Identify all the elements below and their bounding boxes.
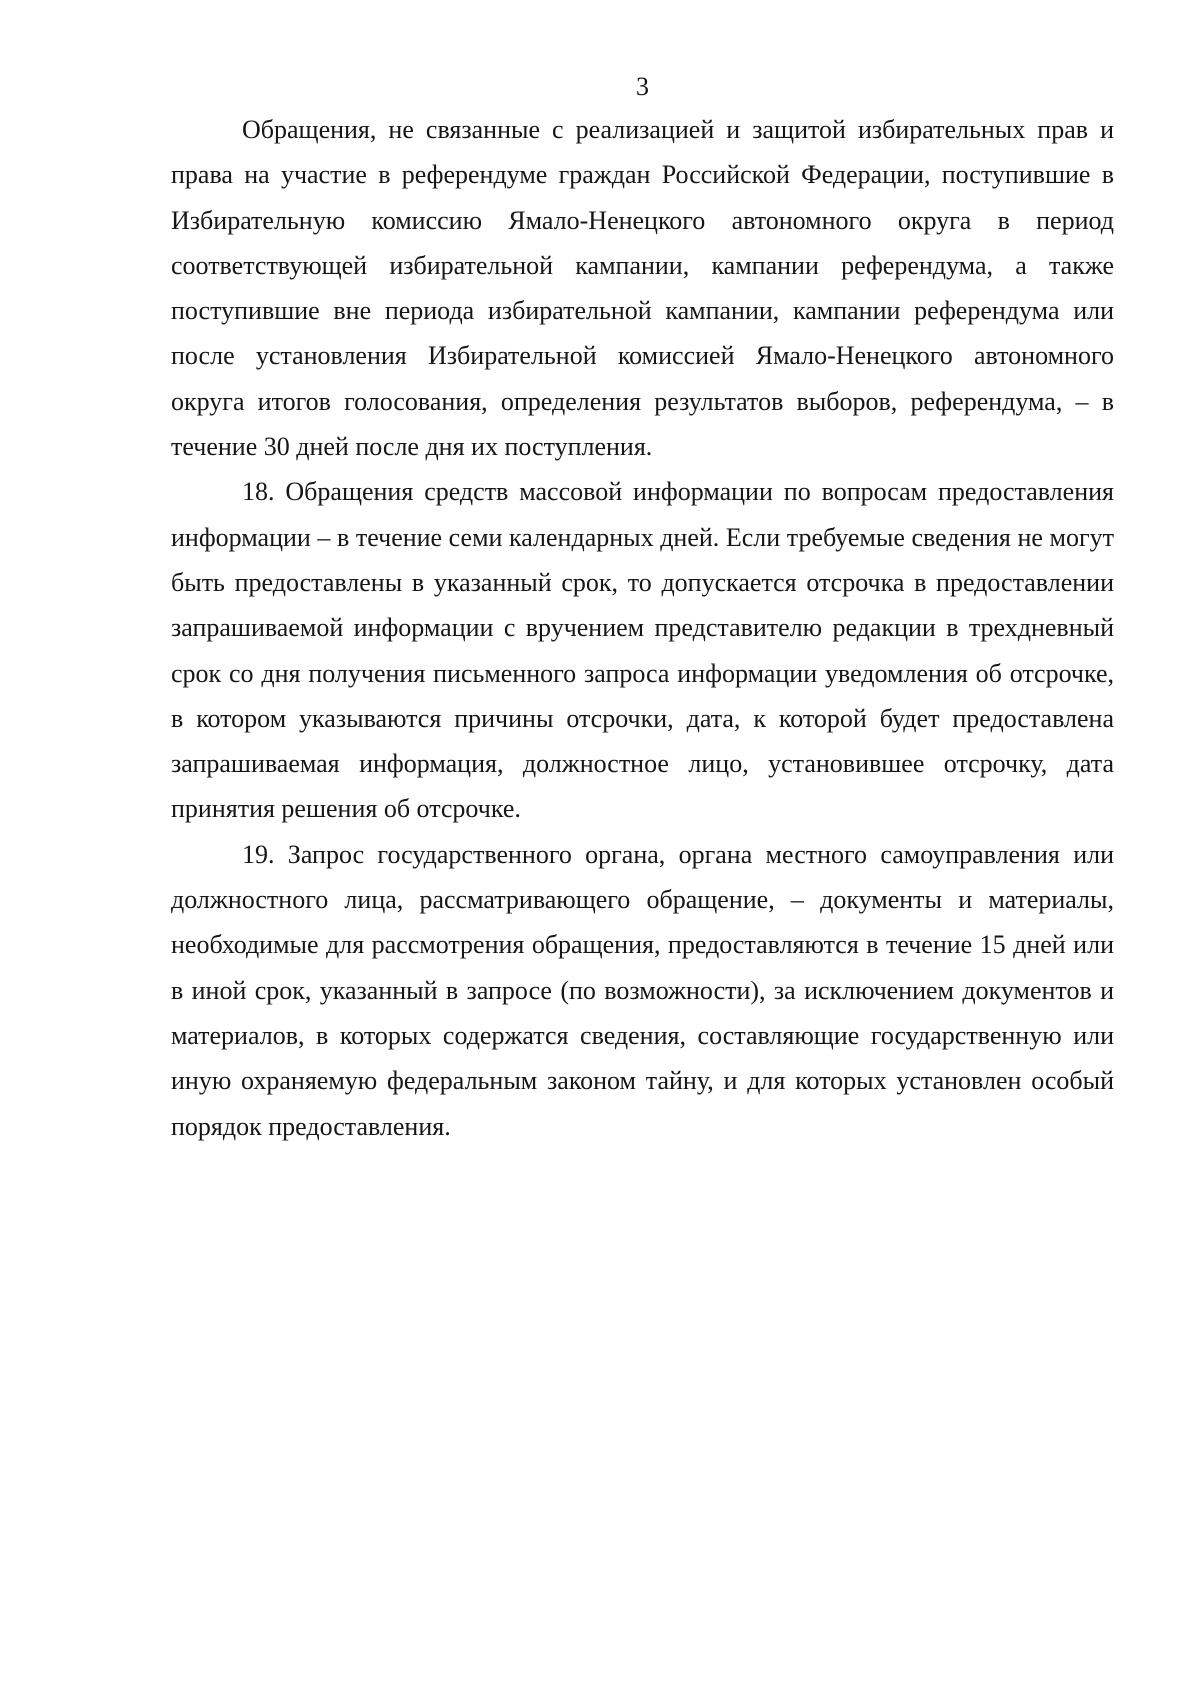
text-line: срок со дня получения письменного запроса информации уведомления об отсрочке, bbox=[171, 658, 1114, 688]
paragraph-unrelated-appeals bbox=[171, 107, 1114, 469]
text-line: после установления Избирательной комиссией Ямало-Ненецкого автономного bbox=[171, 341, 1114, 371]
text-line: поступившие вне периода избирательной кампании, кампании референдума или bbox=[171, 296, 1114, 326]
text-line: Избирательную комиссию Ямало-Ненецкого автономного округа в период bbox=[171, 205, 1114, 235]
text-line: должностного лица, рассматривающего обращение, – документы и материалы, bbox=[171, 885, 1114, 915]
text-line: быть предоставлены в указанный срок, то допускается отсрочка в предоставлении bbox=[171, 567, 1114, 597]
document-body bbox=[171, 107, 1114, 1149]
text-line: информации – в течение семи календарных дней. Если требуемые сведения не могут bbox=[171, 522, 1114, 552]
text-line: необходимые для рассмотрения обращения, предоставляются в течение 15 дней или bbox=[171, 930, 1114, 960]
text-line: запрашиваемая информация, должностное лицо, установившее отсрочку, дата bbox=[171, 749, 1114, 779]
text-line: округа итогов голосования, определения результатов выборов, референдума, – в bbox=[171, 386, 1114, 416]
text-line: в котором указываются причины отсрочки, дата, к которой будет предоставлена bbox=[171, 703, 1114, 733]
text-line: течение 30 дней после дня их поступления. bbox=[171, 432, 653, 462]
paragraph-18-media-requests bbox=[171, 469, 1114, 831]
page-number: 3 bbox=[636, 72, 649, 101]
text-line: 18. Обращения средств массовой информации по вопросам предоставления bbox=[242, 477, 1114, 507]
text-line: иную охраняемую федеральным законом тайну, и для которых установлен особый bbox=[171, 1066, 1114, 1096]
text-line: права на участие в референдуме граждан Российской Федерации, поступившие в bbox=[171, 160, 1114, 190]
text-line: соответствующей избирательной кампании, кампании референдума, а также bbox=[171, 250, 1114, 280]
text-line: порядок предоставления. bbox=[171, 1111, 451, 1141]
text-line: материалов, в которых содержатся сведения, составляющие государственную или bbox=[171, 1020, 1114, 1050]
text-line: в иной срок, указанный в запросе (по возможности), за исключением документов и bbox=[171, 975, 1114, 1005]
text-line: запрашиваемой информации с вручением представителю редакции в трехдневный bbox=[171, 613, 1114, 643]
text-line: принятия решения об отсрочке. bbox=[171, 794, 521, 824]
text-line: 19. Запрос государственного органа, органа местного самоуправления или bbox=[242, 839, 1114, 869]
paragraph-19-state-body-requests bbox=[171, 832, 1114, 1149]
text-line: Обращения, не связанные с реализацией и защитой избирательных прав и bbox=[242, 115, 1114, 144]
